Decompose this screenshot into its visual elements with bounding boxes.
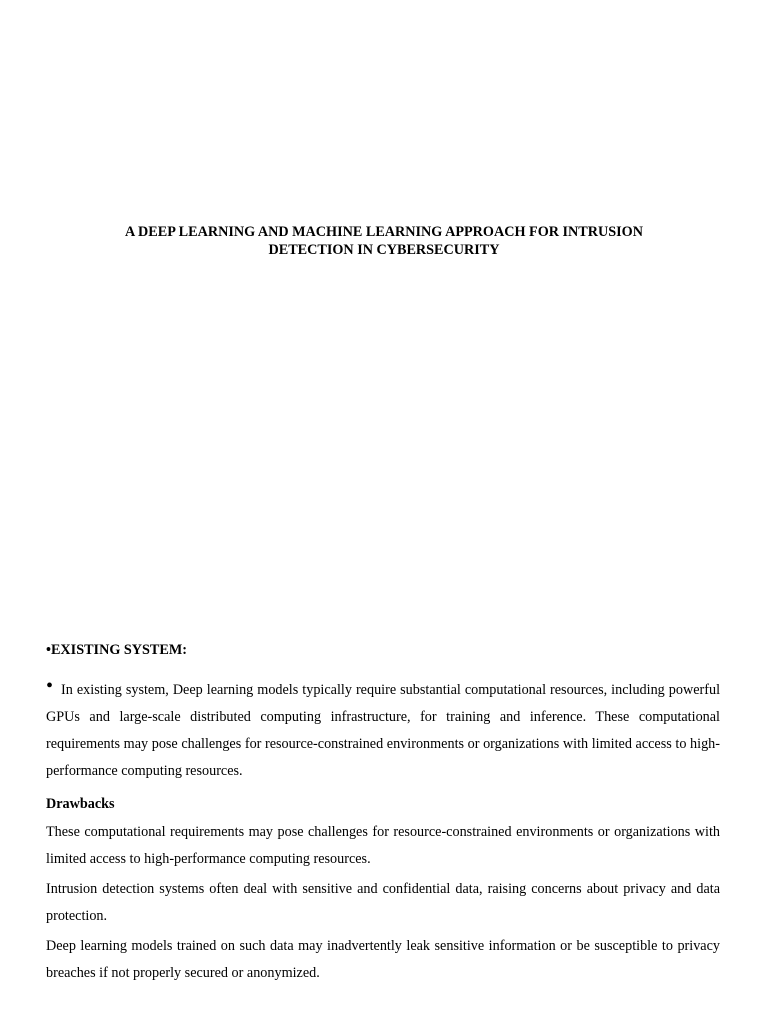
drawback-paragraph-1 <box>46 819 720 873</box>
existing-system-text: In existing system, Deep learning models typically require substantial computational resources, including powerful GPUs and large-scale distributed computing infrastructure, for training and inference. These computational requirements may pose challenges for resource-constrained environments or organizations with limited access to high-performance computing resources. <box>46 682 721 779</box>
drawback-paragraph-3 <box>46 933 720 987</box>
drawback-paragraph-2 <box>46 876 720 930</box>
drawback-text: Deep learning models trained on such data may inadvertently leak sensitive information or be susceptible to privacy breaches if not properly secured or anonymized. <box>46 938 720 981</box>
drawbacks-heading: Drawbacks <box>46 796 115 812</box>
existing-system-heading: •EXISTING SYSTEM: <box>46 642 187 658</box>
drawback-text: These computational requirements may pose challenges for resource-constrained environments or organizations with limited access to high-performance computing resources. <box>46 824 720 867</box>
document-title: A DEEP LEARNING AND MACHINE LEARNING APPROACH FOR INTRUSION DETECTION IN CYBERSECURITY <box>125 224 643 258</box>
bullet-icon: • <box>46 675 54 697</box>
existing-system-paragraph <box>46 676 720 785</box>
drawback-text: Intrusion detection systems often deal with sensitive and confidential data, raising concerns about privacy and data protection. <box>46 881 720 924</box>
